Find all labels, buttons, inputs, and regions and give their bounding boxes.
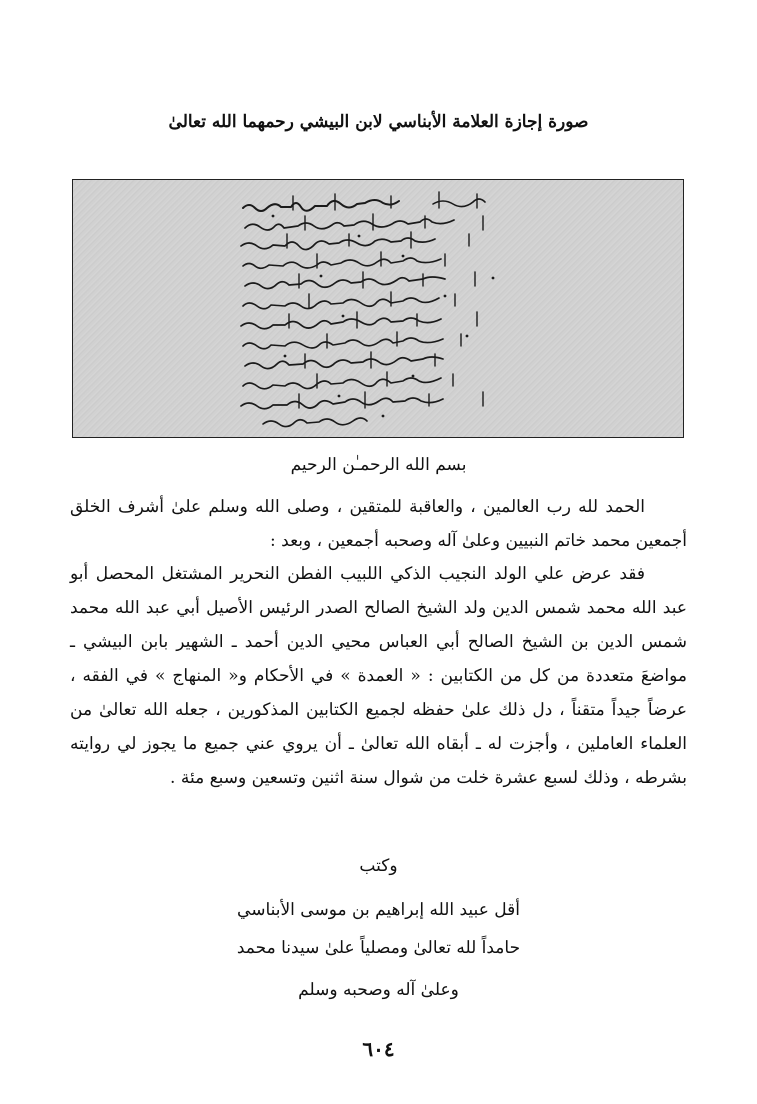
signoff-wrote: وكتب: [359, 856, 398, 876]
signoff-author: أقل عبيد الله إبراهيم بن موسى الأبناسي: [237, 900, 520, 920]
signoff-praise: حامداً لله تعالىٰ ومصلياً علىٰ سيدنا محمد: [236, 938, 521, 958]
page-title: صورة إجازة العلامة الأبناسي لابن البيشي رحمهما الله تعالىٰ: [168, 112, 589, 132]
basmala: بسم الله الرحمـٰن الرحيم: [290, 455, 467, 475]
page-number: ٦٠٤: [362, 1037, 395, 1061]
paragraph-ijaza: [70, 557, 687, 795]
manuscript-handwriting: [73, 180, 684, 438]
paragraph-ijaza-text: فقد عرض علي الولد النجيب الذكي اللبيب الفطن النحرير المشتغل المحصل أبو عبد الله محمد شمس الدين ولد الشيخ الصالح الصدر الرئيس الأصيل أبي عبد الله محمد شمس الدين بن الشيخ الصالح أبي العباس محيي الدين أحمد ـ الشهير بابن البيشي ـ مواضعَ متعددة من كل من الكتابين : « العمدة » في الأحكام و« المنهاج » في الفقه ، عرضاً جيداً متقناً ، دل ذلك علىٰ حفظه لجميع الكتابين المذكورين ، جعله الله تعالىٰ من العلماء العاملين ، وأجزت له ـ أبقاه الله تعالىٰ ـ أن يروي عني جميع ما يجوز لي روايته بشرطه ، وذلك لسبع عشرة خلت من شوال سنة اثنين وتسعين وسبع مئة .: [70, 564, 687, 788]
manuscript-photo: [72, 179, 684, 438]
signoff-blessing: وعلىٰ آله وصحبه وسلم: [298, 980, 459, 1000]
paragraph-praise-text: الحمد لله رب العالمين ، والعاقبة للمتقين ، وصلى الله وسلم علىٰ أشرف الخلق أجمعين محمد خاتم النبيين وعلىٰ آله وصحبه أجمعين ، وبعد :: [70, 497, 687, 551]
paragraph-praise: [70, 490, 687, 558]
